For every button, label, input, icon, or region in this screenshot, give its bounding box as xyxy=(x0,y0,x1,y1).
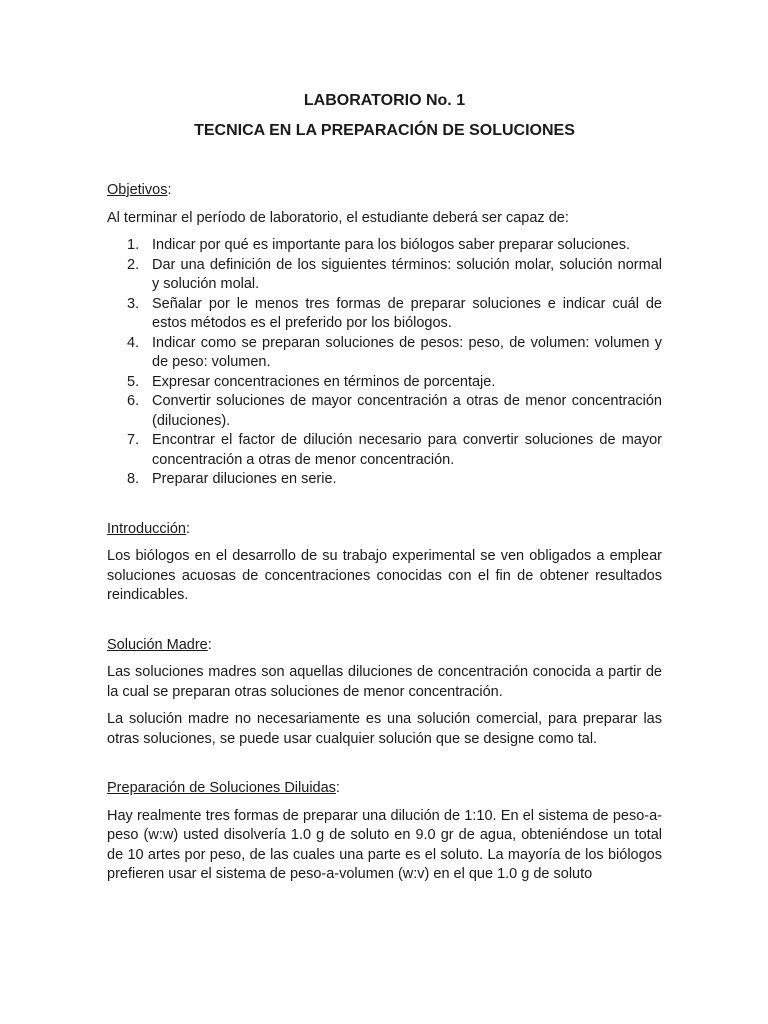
solucion-madre-paragraph-1: Las soluciones madres son aquellas diluciones de concentración conocida a partir de la cual se preparan otras soluciones de menor concentración. xyxy=(107,664,662,700)
list-item xyxy=(107,236,662,256)
list-item xyxy=(107,256,662,295)
list-item-text: Convertir soluciones de mayor concentración a otras de menor concentración (diluciones). xyxy=(152,393,662,429)
solucion-madre-heading-text: Solución Madre xyxy=(107,636,208,653)
list-item xyxy=(107,392,662,431)
objetivos-heading-colon: : xyxy=(167,182,172,198)
list-item-text: Indicar por qué es importante para los biólogos saber preparar soluciones. xyxy=(152,237,630,253)
list-item-number: 8. xyxy=(127,471,140,487)
list-item-number: 5. xyxy=(127,373,140,390)
document-title: LABORATORIO No. 1 xyxy=(303,92,466,109)
list-item-text: Dar una definición de los siguientes términos: solución molar, solución normal y solución molal. xyxy=(152,256,662,292)
list-item-text: Encontrar el factor de dilución necesario para convertir soluciones de mayor concentración a otras de menor concentración. xyxy=(152,432,662,468)
list-item-text: Preparar diluciones en serie. xyxy=(152,471,337,487)
list-item xyxy=(107,470,662,490)
objetivos-intro: Al terminar el período de laboratorio, el estudiante deberá ser capaz de: xyxy=(107,209,569,226)
list-item-number: 3. xyxy=(127,295,140,312)
objetivos-heading xyxy=(107,181,662,201)
introduccion-paragraph: Los biólogos en el desarrollo de su trabajo experimental se ven obligados a emplear soluciones acuosas de concentraciones conocidas con el fin de obtener resultados reindicables. xyxy=(107,548,662,603)
preparacion-paragraph: Hay realmente tres formas de preparar una dilución de 1:10. En el sistema de peso-a-peso (w:w) usted disolvería 1.0 g de soluto en 9.0 gr de agua, obteniéndose un total de 10 artes por peso, de las cuales una parte es el soluto. La mayoría de los biólogos prefieren usar el sistema de peso-a-volumen (w:v) en el que 1.0 g de soluto xyxy=(107,807,662,882)
introduccion-heading xyxy=(107,520,662,540)
list-item-number: 7. xyxy=(127,432,140,448)
document-subtitle: TECNICA EN LA PREPARACIÓN DE SOLUCIONES xyxy=(194,122,575,139)
list-item-number: 4. xyxy=(127,334,140,351)
list-item-text: Indicar como se preparan soluciones de pesos: peso, de volumen: volumen y de peso: volumen. xyxy=(152,334,662,370)
solucion-madre-heading-colon: : xyxy=(207,636,212,653)
preparacion-heading xyxy=(107,779,662,799)
list-item-text: Señalar por le menos tres formas de preparar soluciones e indicar cuál de estos métodos es el preferido por los biólogos. xyxy=(152,295,662,331)
list-item-number: 1. xyxy=(127,237,140,253)
list-item xyxy=(107,431,662,470)
list-item xyxy=(107,373,662,393)
list-item-text: Expresar concentraciones en términos de porcentaje. xyxy=(152,373,496,390)
solucion-madre-paragraph-2: La solución madre no necesariamente es una solución comercial, para preparar las otras soluciones, se puede usar cualquier solución que se designe como tal. xyxy=(107,711,662,747)
list-item xyxy=(107,295,662,334)
preparacion-heading-text: Preparación de Soluciones Diluidas xyxy=(107,780,336,796)
introduccion-heading-text: Introducción xyxy=(107,520,186,537)
objetivos-heading-text: Objetivos xyxy=(107,182,168,198)
preparacion-heading-colon: : xyxy=(335,780,340,796)
objetivos-list xyxy=(107,236,662,490)
solucion-madre-heading xyxy=(107,636,662,656)
list-item-number: 6. xyxy=(127,393,140,409)
document-page xyxy=(107,92,662,885)
list-item xyxy=(107,334,662,373)
list-item-number: 2. xyxy=(127,256,140,273)
introduccion-heading-colon: : xyxy=(186,520,191,537)
